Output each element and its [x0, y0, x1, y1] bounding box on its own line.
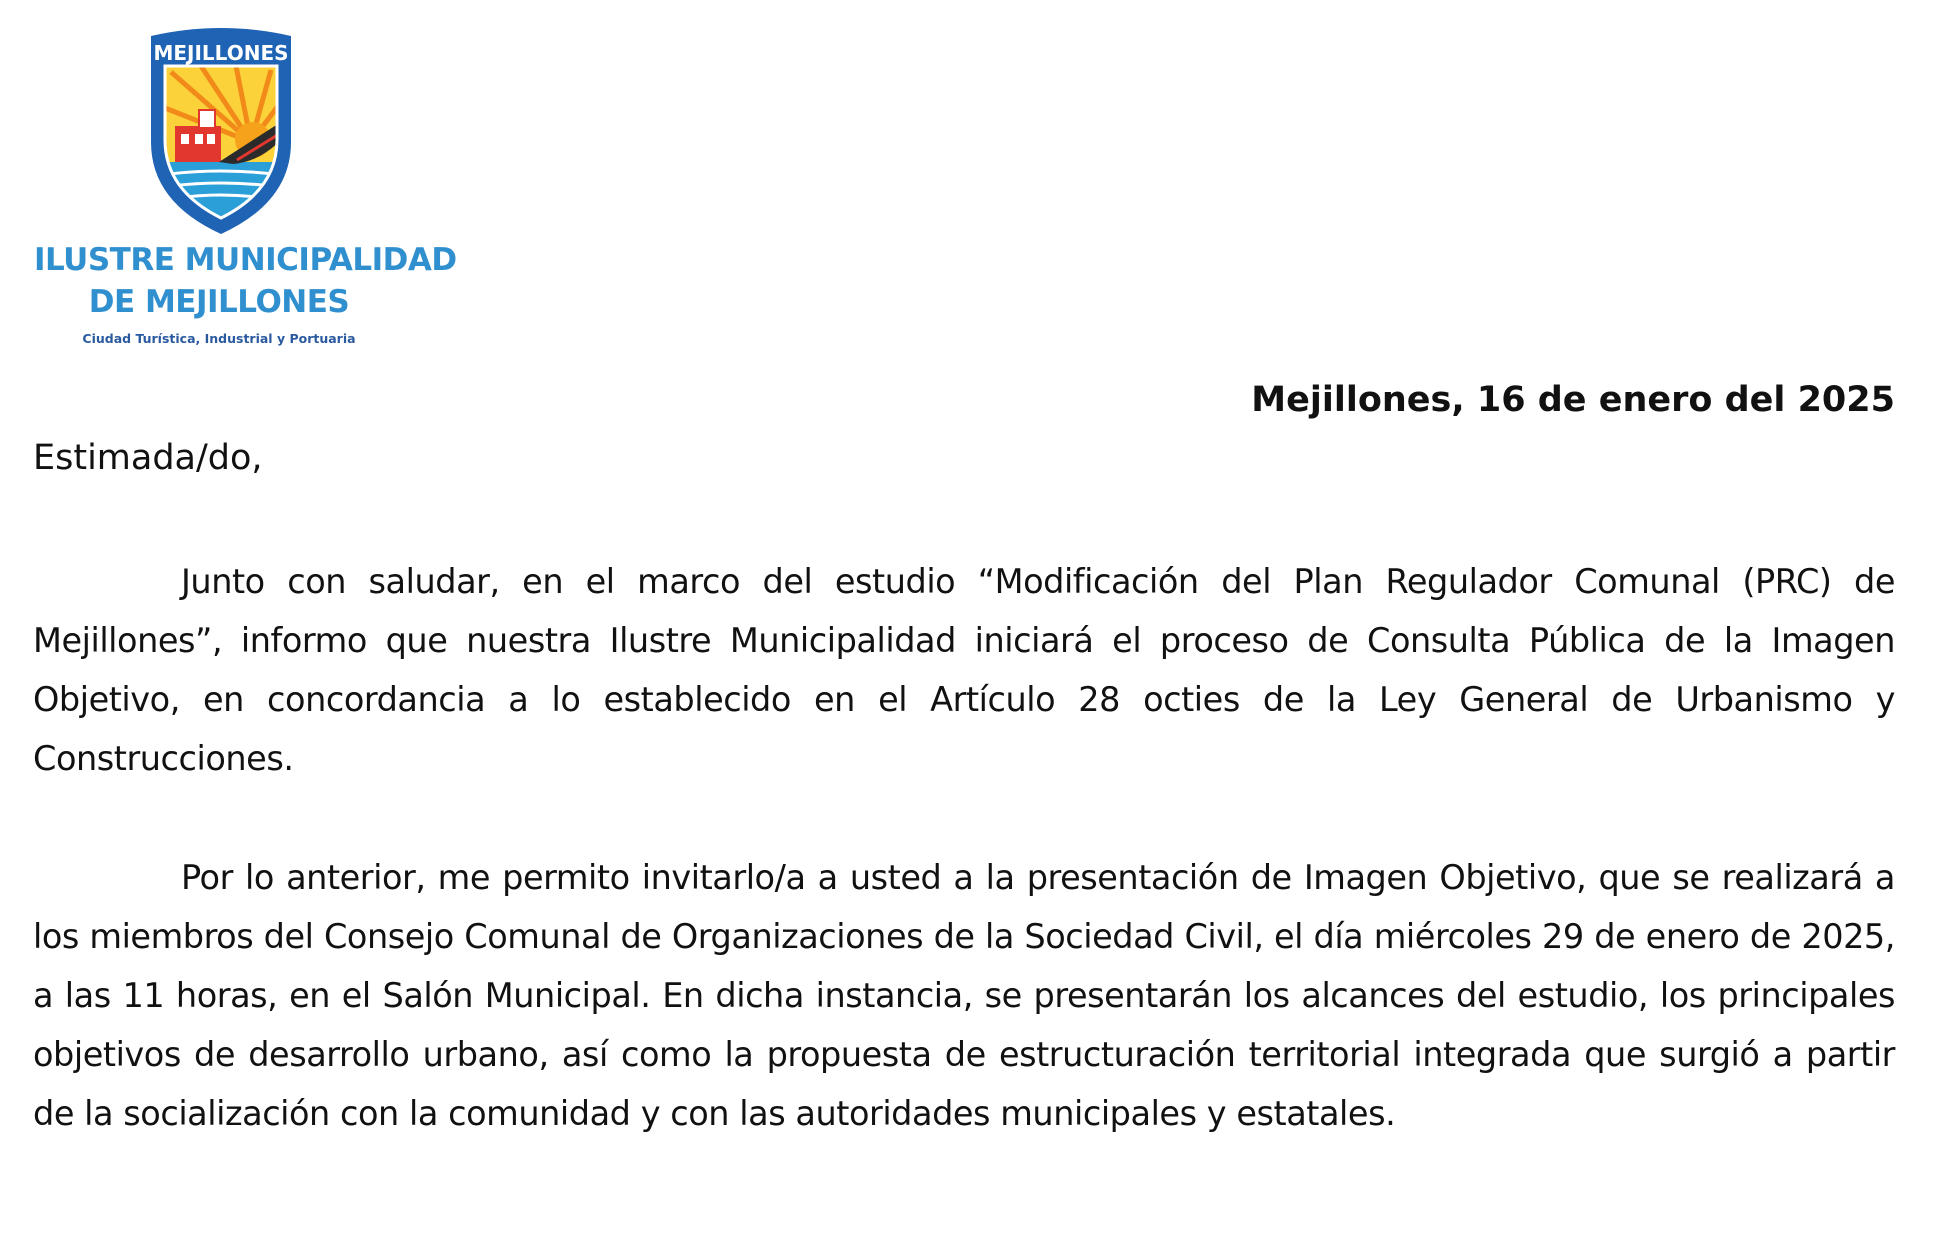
logo-name-line-1: ILUSTRE MUNICIPALIDAD — [34, 242, 457, 278]
letter-paragraph-1: Junto con saludar, en el marco del estudio “Modificación del Plan Regulador Comunal (PRC) de Mejillones”, informo que nuestra Ilustre Municipalidad iniciará el proceso de Consulta Pública de la Imagen Objetivo, en concordancia a lo establecido en el Artículo 28 octies de la Ley General de Urbanismo y Construcciones. — [33, 562, 1895, 778]
svg-text:MEJILLONES: MEJILLONES — [153, 41, 289, 65]
municipality-crest-icon — [141, 22, 301, 234]
letter-date: Mejillones, 16 de enero del 2025 — [1251, 380, 1895, 420]
logo-tagline: Ciudad Turística, Industrial y Portuaria — [82, 331, 356, 346]
letter-paragraph-2: Por lo anterior, me permito invitarlo/a a usted a la presentación de Imagen Objetivo, que se realizará a los miembros del Consejo Comunal de Organizaciones de la Sociedad Civil, el día miércoles 29 de enero de 2025, a las 11 horas, en el Salón Municipal. En dicha instancia, se presentarán los alcances del estudio, los principales objetivos de desarrollo urbano, así como la propuesta de estructuración territorial integrada que surgió a partir de la socialización con la comunidad y con las autoridades municipales y estatales. — [33, 858, 1895, 1133]
municipality-logo — [34, 22, 457, 352]
logo-name-line-2: DE MEJILLONES — [88, 284, 350, 320]
letter-salutation: Estimada/do, — [33, 438, 263, 478]
